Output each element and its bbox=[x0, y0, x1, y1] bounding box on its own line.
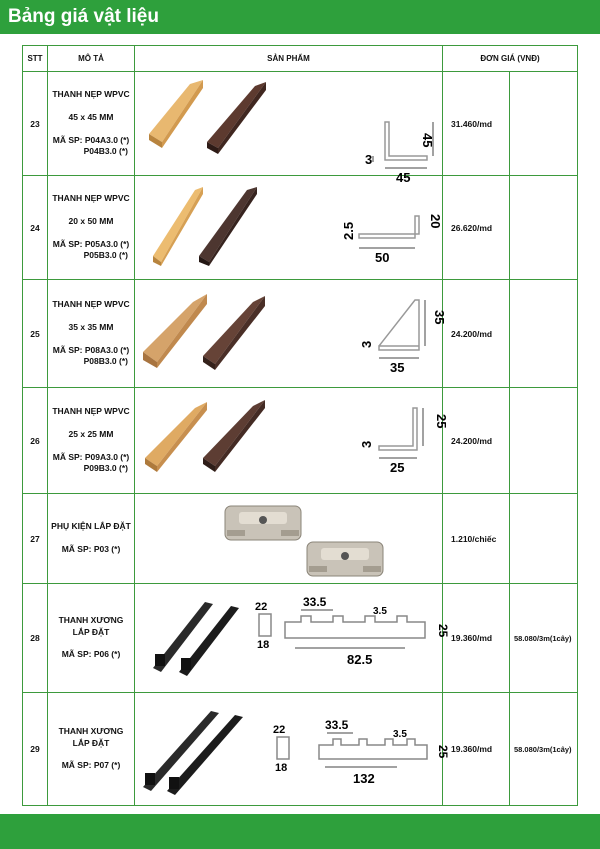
product-image-cell bbox=[135, 388, 449, 494]
unit-price: 24.200/md bbox=[443, 280, 510, 388]
table-row bbox=[23, 72, 578, 176]
col-header-product: SẢN PHẨM bbox=[135, 46, 443, 72]
product-image-cell bbox=[135, 494, 443, 584]
page-header bbox=[0, 0, 600, 34]
product-image-cell bbox=[135, 584, 450, 693]
table-row bbox=[23, 693, 578, 806]
table-row bbox=[23, 584, 578, 693]
dim-height: 20 bbox=[428, 214, 443, 229]
product-illustration bbox=[135, 176, 443, 279]
unit-price: 1.210/chiếc bbox=[443, 494, 510, 584]
product-image-cell bbox=[135, 693, 450, 806]
product-code: MÃ SP: P08A3.0 (*) bbox=[52, 344, 130, 355]
unit-price: 19.360/md bbox=[443, 693, 510, 806]
bar-price bbox=[510, 72, 578, 176]
product-name: THANH XƯƠNG bbox=[58, 615, 124, 626]
product-illustration bbox=[135, 388, 449, 493]
table-row bbox=[23, 388, 578, 494]
product-code-alt: P08B3.0 (*) bbox=[83, 356, 128, 367]
price-table bbox=[22, 45, 578, 806]
dim-length: 132 bbox=[353, 771, 375, 786]
row-description bbox=[48, 176, 135, 280]
product-code: MÃ SP: P05A3.0 (*) bbox=[52, 238, 130, 249]
page-footer bbox=[0, 814, 600, 849]
col-header-price: ĐƠN GIÁ (VNĐ) bbox=[443, 46, 578, 72]
row-description bbox=[48, 280, 135, 388]
product-name: THANH NẸP WPVC bbox=[52, 299, 130, 310]
angle-profile-dark bbox=[203, 296, 265, 370]
clip-accessory bbox=[225, 506, 301, 540]
dim-bar-height: 25 bbox=[436, 745, 450, 759]
row-stt: 29 bbox=[23, 693, 48, 806]
dim-slot-depth: 3.5 bbox=[393, 729, 407, 740]
bar-price: 58.080/3m(1cây) bbox=[510, 693, 578, 806]
row-stt: 23 bbox=[23, 72, 48, 176]
dim-height: 25 bbox=[434, 414, 449, 429]
dim-height: 45 bbox=[420, 133, 435, 148]
joist-dimension-drawing bbox=[255, 595, 450, 667]
bar-price bbox=[510, 494, 578, 584]
dim-width: 25 bbox=[390, 460, 405, 475]
table-row bbox=[23, 280, 578, 388]
row-stt: 27 bbox=[23, 494, 48, 584]
product-code: MÃ SP: P04A3.0 (*) bbox=[52, 134, 130, 145]
dim-thickness: 2.5 bbox=[341, 221, 356, 240]
dim-width: 50 bbox=[375, 250, 390, 265]
angle-profile-light bbox=[149, 80, 203, 148]
product-size: 25 x 25 MM bbox=[68, 429, 114, 440]
dim-width: 35 bbox=[390, 360, 405, 375]
product-size: 45 x 45 MM bbox=[68, 112, 114, 123]
clip-accessory bbox=[307, 542, 383, 576]
dim-joist-height: 18 bbox=[257, 639, 270, 651]
row-description bbox=[48, 72, 135, 176]
product-size: 20 x 50 MM bbox=[68, 216, 114, 227]
dim-pitch: 33.5 bbox=[303, 595, 327, 609]
dim-width: 45 bbox=[396, 170, 411, 185]
profile-dimension-drawing bbox=[341, 214, 443, 265]
bar-price bbox=[510, 176, 578, 280]
product-illustration bbox=[135, 494, 443, 583]
bar-price bbox=[510, 388, 578, 494]
product-code-alt: P05B3.0 (*) bbox=[83, 250, 128, 261]
product-image-cell bbox=[135, 72, 443, 185]
product-illustration bbox=[135, 693, 450, 805]
row-stt: 25 bbox=[23, 280, 48, 388]
table-row bbox=[23, 494, 578, 584]
profile-dimension-drawing bbox=[359, 408, 449, 475]
table-header-row bbox=[23, 46, 578, 72]
unit-price: 24.200/md bbox=[443, 388, 510, 494]
product-name: PHỤ KIỆN LẮP ĐẶT bbox=[51, 521, 131, 532]
row-description bbox=[48, 693, 135, 806]
row-stt: 24 bbox=[23, 176, 48, 280]
product-name: THANH XƯƠNG bbox=[58, 726, 124, 737]
row-stt: 26 bbox=[23, 388, 48, 494]
product-code: MÃ SP: P03 (*) bbox=[61, 544, 121, 555]
product-illustration bbox=[135, 584, 450, 692]
product-name-line2: LẮP ĐẶT bbox=[72, 626, 110, 637]
bar-price: 58.080/3m(1cây) bbox=[510, 584, 578, 693]
angle-profile-dark bbox=[199, 187, 257, 266]
dim-length: 82.5 bbox=[347, 652, 373, 667]
dim-slot-depth: 3.5 bbox=[373, 606, 387, 617]
dim-bar-height: 25 bbox=[436, 624, 450, 638]
dim-joist-width: 22 bbox=[255, 601, 268, 613]
dim-pitch: 33.5 bbox=[325, 718, 349, 732]
product-name-line2: LẮP ĐẶT bbox=[72, 737, 110, 748]
table-row bbox=[23, 176, 578, 280]
bar-price bbox=[510, 280, 578, 388]
product-image-cell bbox=[135, 176, 443, 280]
joist-dimension-drawing bbox=[273, 718, 450, 786]
product-code: MÃ SP: P07 (*) bbox=[61, 760, 121, 771]
product-illustration bbox=[135, 280, 447, 387]
dim-joist-height: 18 bbox=[275, 762, 288, 774]
row-description bbox=[48, 584, 135, 693]
row-stt: 28 bbox=[23, 584, 48, 693]
product-illustration bbox=[135, 72, 443, 185]
product-name: THANH NẸP WPVC bbox=[52, 193, 130, 204]
product-size: 35 x 35 MM bbox=[68, 322, 114, 333]
product-code-alt: P04B3.0 (*) bbox=[83, 146, 128, 157]
angle-profile-light bbox=[153, 187, 203, 266]
row-description bbox=[48, 494, 135, 584]
angle-profile-light bbox=[145, 402, 207, 472]
product-name: THANH NẸP WPVC bbox=[52, 406, 130, 417]
row-description bbox=[48, 388, 135, 494]
product-name: THANH NẸP WPVC bbox=[52, 89, 130, 100]
product-code: MÃ SP: P09A3.0 (*) bbox=[52, 451, 130, 462]
unit-price: 19.360/md bbox=[443, 584, 510, 693]
dim-joist-width: 22 bbox=[273, 724, 286, 736]
profile-dimension-drawing bbox=[359, 300, 447, 375]
unit-price: 31.460/md bbox=[443, 72, 510, 176]
dim-height: 35 bbox=[432, 310, 447, 325]
col-header-stt: STT bbox=[23, 46, 48, 72]
angle-profile-dark bbox=[207, 82, 266, 154]
page-title: Bảng giá vật liệu bbox=[8, 6, 159, 27]
dim-thickness: 3 bbox=[365, 152, 373, 167]
dim-thickness: 3 bbox=[359, 440, 374, 448]
angle-profile-light bbox=[143, 294, 207, 368]
product-code-alt: P09B3.0 (*) bbox=[83, 463, 128, 474]
dim-thickness: 3 bbox=[359, 340, 374, 348]
joist-bar-pair bbox=[143, 711, 243, 795]
angle-profile-dark bbox=[203, 400, 265, 472]
product-image-cell bbox=[135, 280, 447, 388]
product-code: MÃ SP: P06 (*) bbox=[61, 649, 121, 660]
col-header-desc: MÔ TẢ bbox=[48, 46, 135, 72]
unit-price: 26.620/md bbox=[443, 176, 510, 280]
joist-bar-pair bbox=[153, 602, 239, 676]
